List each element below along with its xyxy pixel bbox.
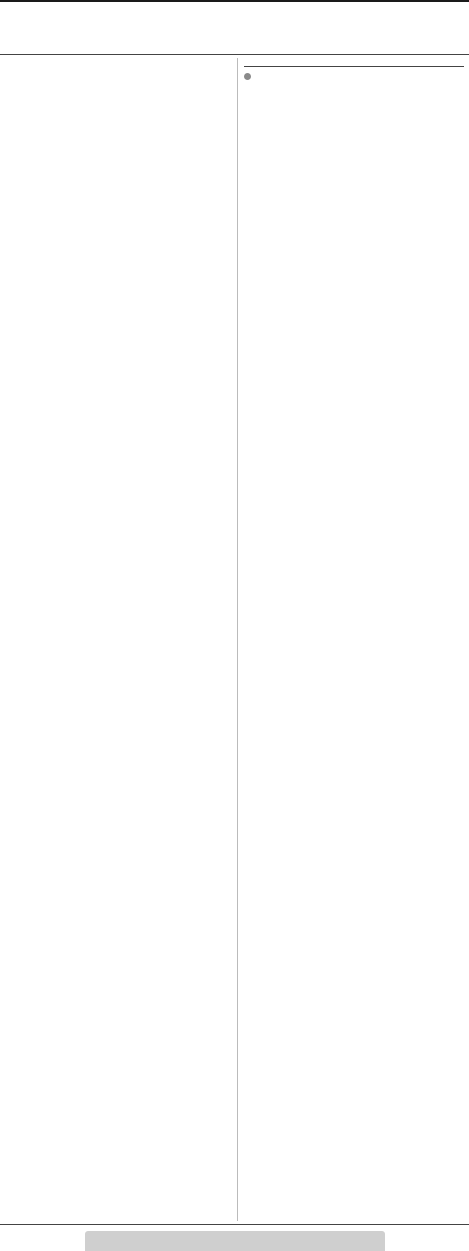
byline-bullet-icon: [244, 73, 251, 80]
story-separator: [244, 66, 464, 67]
top-rule: [0, 0, 469, 2]
right-column: [244, 58, 464, 1221]
page-headline: [0, 4, 469, 52]
cropped-headline-placeholder: [85, 1231, 385, 1251]
headline-rule: [0, 54, 469, 55]
left-column: [6, 58, 231, 1221]
byline: [244, 73, 464, 80]
next-headline-strip: [0, 1224, 469, 1251]
column-divider: [237, 58, 238, 1221]
